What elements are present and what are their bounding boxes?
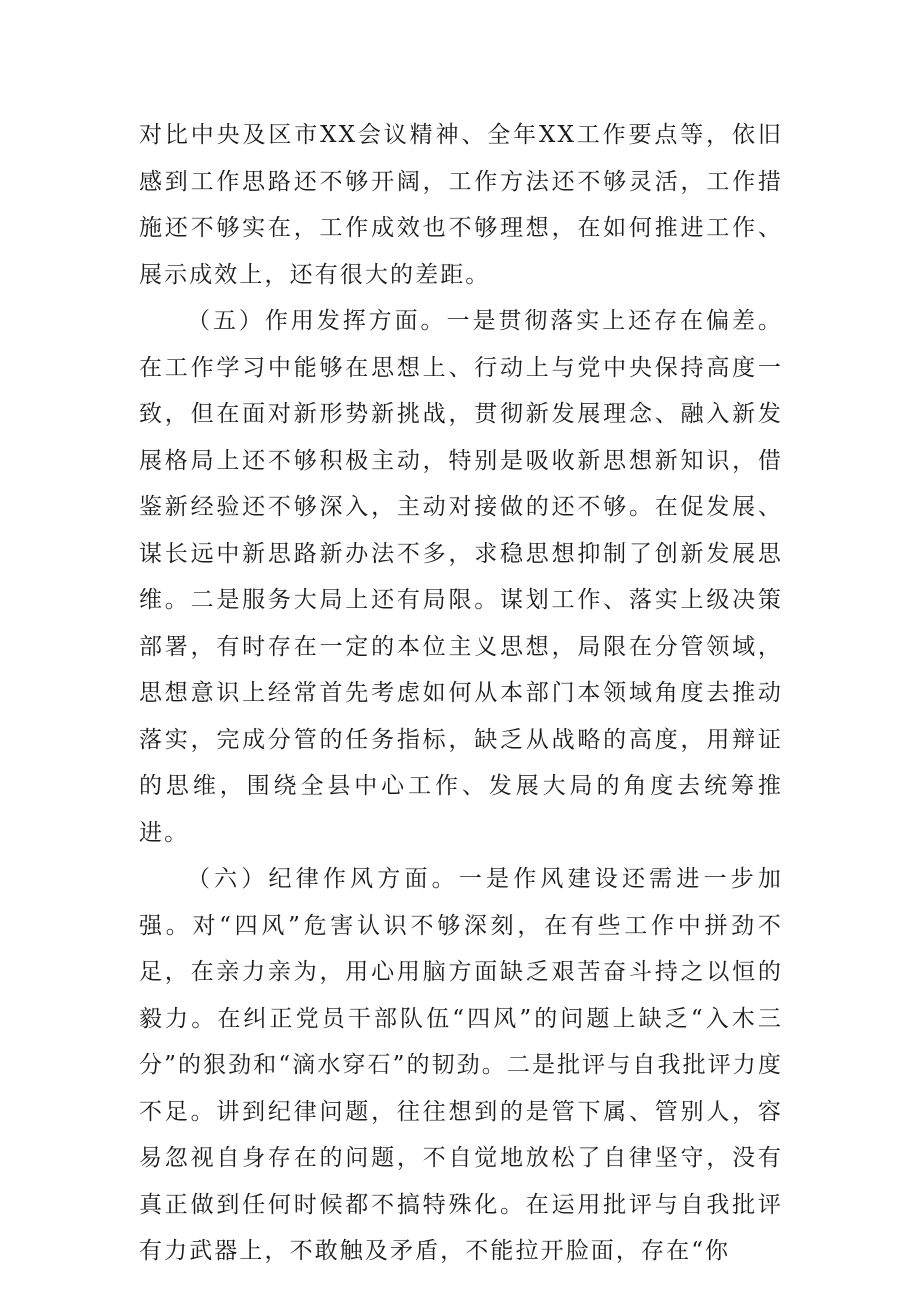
paragraph-discipline-style: （六）纪律作风方面。一是作风建设还需进一步加强。对“四风”危害认识不够深刻，在有些工作中拼劲不足，在亲力亲为，用心用脑方面缺乏艰苦奋斗持之以恒的毅力。在纠正党员干部队伍“四风”的问题上缺乏“入木三分”的狠劲和“滴水穿石”的韧劲。二是批评与自我批评力度不足。讲到纪律问题，往往想到的是管下属、管别人，容易忽视自身存在的问题，不自觉地放松了自律坚守，没有真正做到任何时候都不搞特殊化。在运用批评与自我批评有力武器上，不敢触及矛盾，不能拉开脸面，存在“你 xyxy=(139,866,783,1264)
paragraph-continuation: 对比中央及区市XX会议精神、全年XX工作要点等，依旧感到工作思路还不够开阔，工作方法还不够灵活，工作措施还不够实在，工作成效也不够理想，在如何推进工作、展示成效上，还有很大的差距。 xyxy=(139,122,783,288)
paragraph-role-effectiveness: （五）作用发挥方面。一是贯彻落实上还存在偏差。在工作学习中能够在思想上、行动上与党中央保持高度一致，但在面对新形势新挑战，贯彻新发展理念、融入新发展格局上还不够积极主动，特别是吸收新思想新知识，借鉴新经验还不够深入，主动对接做的还不够。在促发展、谋长远中新思路新办法不多，求稳思想抑制了创新发展思维。二是服务大局上还有局限。谋划工作、落实上级决策部署，有时存在一定的本位主义思想，局限在分管领域，思想意识上经常首先考虑如何从本部门本领域角度去推动落实，完成分管的任务指标，缺乏从战略的高度，用辩证的思维，围绕全县中心工作、发展大局的角度去统筹推进。 xyxy=(139,308,783,846)
document-body xyxy=(139,112,783,1275)
